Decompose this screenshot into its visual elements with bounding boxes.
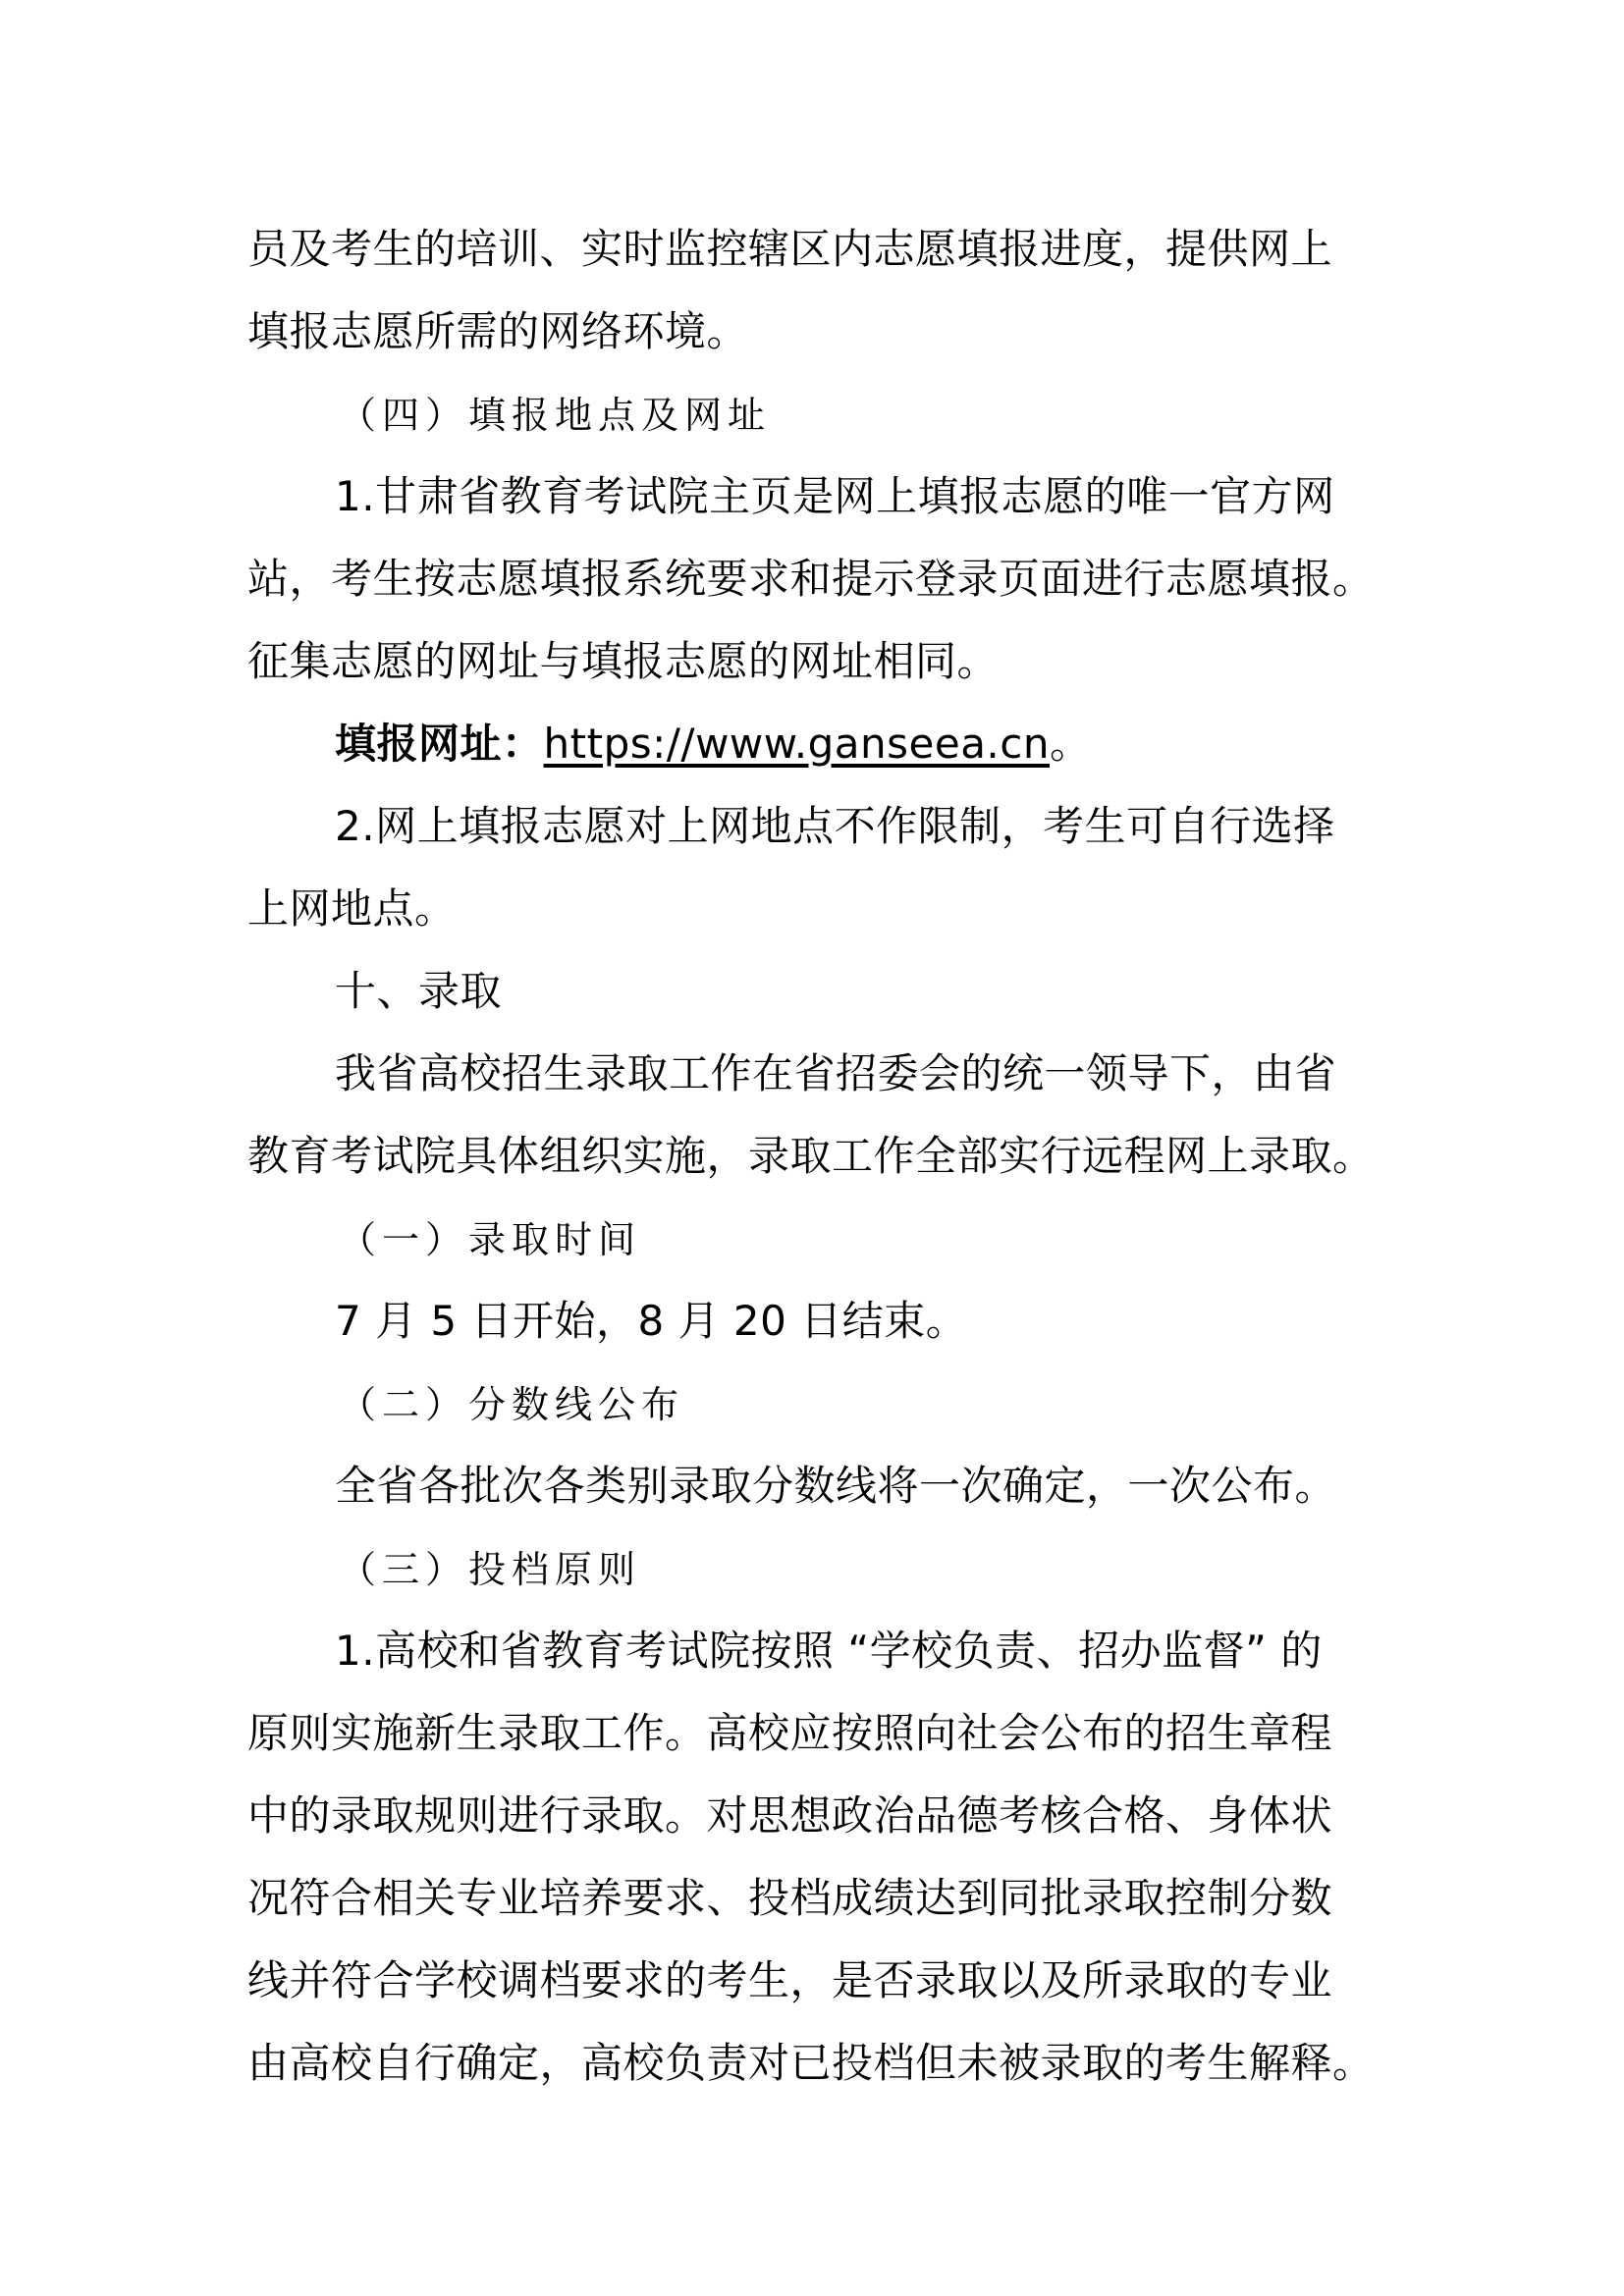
body-text-line: 站，考生按志愿填报系统要求和提示登录页面进行志愿填报。: [247, 555, 1375, 603]
url-label: 填报网址：: [335, 720, 544, 768]
url-line: [335, 717, 1092, 772]
body-text-line: 全省各批次各类别录取分数线将一次确定，一次公布。: [335, 1462, 1337, 1510]
body-text-line: 1.甘肃省教育考试院主页是网上填报志愿的唯一官方网: [335, 472, 1335, 520]
body-text-line: 1.高校和省教育考试院按照 “学校负责、招办监督” 的: [335, 1627, 1323, 1675]
body-text-line: 征集志愿的网址与填报志愿的网址相同。: [247, 637, 1000, 685]
body-text-line: 我省高校招生录取工作在省招委会的统一领导下，由省: [335, 1049, 1337, 1097]
body-text-line: 2.网上填报志愿对上网地点不作限制，考生可自行选择: [335, 802, 1335, 850]
section-subheading: （二）分数线公布: [339, 1383, 685, 1426]
body-text-line: 中的录取规则进行录取。对思想政治品德考核合格、身体状: [247, 1791, 1333, 1840]
body-text-line: 教育考试院具体组织实施，录取工作全部实行远程网上录取。: [247, 1132, 1375, 1180]
body-text-line: 况符合相关专业培养要求、投档成绩达到同批录取控制分数: [247, 1874, 1333, 1922]
body-text-line: 员及考生的培训、实时监控辖区内志愿填报进度，提供网上: [247, 225, 1333, 273]
body-text-line: 填报志愿所需的网络环境。: [247, 307, 749, 355]
section-subheading: （三）投档原则: [339, 1548, 642, 1591]
section-subheading: （一）录取时间: [339, 1218, 642, 1261]
body-text-line: 7 月 5 日开始，8 月 20 日结束。: [335, 1297, 968, 1345]
url-suffix: 。: [1050, 720, 1092, 768]
body-text-line: 线并符合学校调档要求的考生，是否录取以及所录取的专业: [247, 1956, 1333, 2004]
body-text-line: 由高校自行确定，高校负责对已投档但未被录取的考生解释。: [247, 2039, 1375, 2087]
section-heading: 十、录取: [335, 967, 503, 1015]
body-text-line: 原则实施新生录取工作。高校应按照向社会公布的招生章程: [247, 1709, 1333, 1757]
body-text-line: 上网地点。: [247, 884, 457, 933]
website-link[interactable]: https://www.ganseea.cn: [543, 720, 1050, 768]
section-subheading: （四）填报地点及网址: [339, 394, 772, 437]
